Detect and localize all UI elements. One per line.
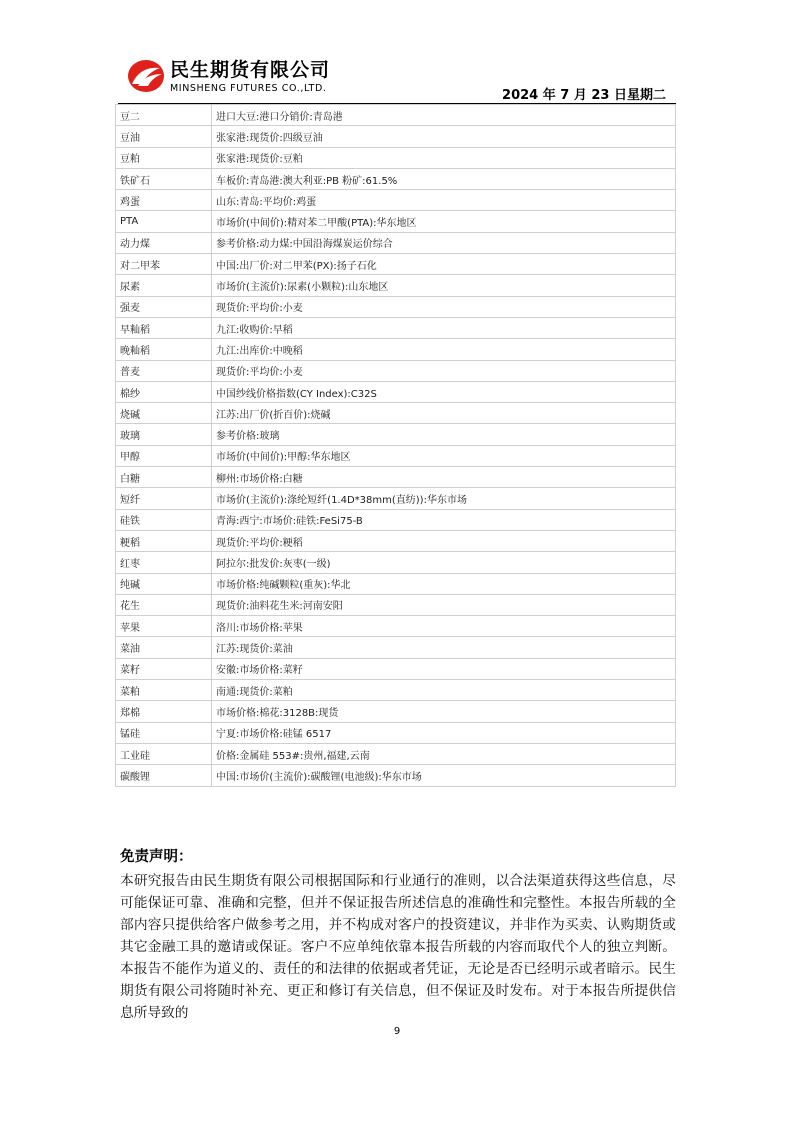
commodity-name-cell: 菜籽 xyxy=(116,658,212,679)
table-row xyxy=(116,488,676,509)
price-source-cell: 阿拉尔:批发价:灰枣(一级) xyxy=(212,552,676,573)
price-source-cell: 江苏:现货价:菜油 xyxy=(212,637,676,658)
table-row xyxy=(116,168,676,189)
commodity-name-cell: 纯碱 xyxy=(116,573,212,594)
report-date: 2024 年 7 月 23 日星期二 xyxy=(502,88,666,103)
commodity-name-cell: 豆粕 xyxy=(116,147,212,168)
commodity-name-cell: 白糖 xyxy=(116,467,212,488)
price-source-cell: 南通:现货价:菜粕 xyxy=(212,680,676,701)
price-source-cell: 现货价:平均价:小麦 xyxy=(212,360,676,381)
commodity-name-cell: 烧碱 xyxy=(116,403,212,424)
price-source-table xyxy=(115,104,676,787)
disclaimer-body: 本研究报告由民生期货有限公司根据国际和行业通行的准则，以合法渠道获得这些信息，尽可能保证可靠、准确和完整，但并不保证报告所述信息的准确性和完整性。本报告所载的全部内容只提供给客户做参考之用，并不构成对客户的投资建议，并非作为买卖、认购期货或其它金融工具的邀请或保证。客户不应单纯依靠本报告所载的内容而取代个人的独立判断。本报告不能作为道义的、责任的和法律的依据或者凭证，无论是否已经明示或者暗示。民生期货有限公司将随时补充、更正和修订有关信息，但不保证及时发布。对于本报告所提供信息所导致的 xyxy=(120,873,676,1021)
table-row xyxy=(116,722,676,743)
commodity-name-cell: PTA xyxy=(116,211,212,232)
table-row xyxy=(116,190,676,211)
price-source-cell: 进口大豆:港口分销价:青岛港 xyxy=(212,105,676,126)
commodity-name-cell: 粳稻 xyxy=(116,530,212,551)
table-row xyxy=(116,211,676,232)
price-source-cell: 市场价格:纯碱颗粒(重灰):华北 xyxy=(212,573,676,594)
table-row xyxy=(116,296,676,317)
price-source-cell: 市场价(主流价):尿素(小颗粒):山东地区 xyxy=(212,275,676,296)
commodity-name-cell: 早籼稻 xyxy=(116,317,212,338)
price-source-cell: 现货价:平均价:小麦 xyxy=(212,296,676,317)
commodity-name-cell: 鸡蛋 xyxy=(116,190,212,211)
commodity-name-cell: 红枣 xyxy=(116,552,212,573)
price-source-cell: 参考价格:动力煤:中国沿海煤炭运价综合 xyxy=(212,232,676,253)
price-source-cell: 柳州:市场价格:白糖 xyxy=(212,467,676,488)
table-row xyxy=(116,573,676,594)
price-source-cell: 市场价(中间价):精对苯二甲酸(PTA):华东地区 xyxy=(212,211,676,232)
price-source-cell: 市场价(主流价):涤纶短纤(1.4D*38mm(直纺)):华东市场 xyxy=(212,488,676,509)
price-source-cell: 市场价(中间价):甲醇:华东地区 xyxy=(212,445,676,466)
table-row xyxy=(116,424,676,445)
table-row xyxy=(116,509,676,530)
commodity-name-cell: 碳酸锂 xyxy=(116,765,212,786)
price-source-cell: 九江:收购价:早稻 xyxy=(212,317,676,338)
commodity-name-cell: 棉纱 xyxy=(116,381,212,402)
table-row xyxy=(116,467,676,488)
price-source-cell: 山东:青岛:平均价:鸡蛋 xyxy=(212,190,676,211)
commodity-name-cell: 豆油 xyxy=(116,126,212,147)
table-row xyxy=(116,403,676,424)
commodity-name-cell: 锰硅 xyxy=(116,722,212,743)
commodity-name-cell: 菜油 xyxy=(116,637,212,658)
table-row xyxy=(116,381,676,402)
commodity-name-cell: 对二甲苯 xyxy=(116,254,212,275)
commodity-name-cell: 豆二 xyxy=(116,105,212,126)
commodity-name-cell: 尿素 xyxy=(116,275,212,296)
table-row xyxy=(116,360,676,381)
commodity-name-cell: 苹果 xyxy=(116,616,212,637)
price-source-cell: 九江:出库价:中晚稻 xyxy=(212,339,676,360)
commodity-name-cell: 工业硅 xyxy=(116,743,212,764)
table-row xyxy=(116,616,676,637)
page-number: 9 xyxy=(393,1026,401,1037)
price-source-cell: 张家港:现货价:豆粕 xyxy=(212,147,676,168)
table-row xyxy=(116,339,676,360)
commodity-name-cell: 花生 xyxy=(116,594,212,615)
commodity-name-cell: 菜粕 xyxy=(116,680,212,701)
price-source-cell: 价格:金属硅 553#:贵州,福建,云南 xyxy=(212,743,676,764)
table-row xyxy=(116,445,676,466)
disclaimer-section xyxy=(120,845,676,1024)
price-source-cell: 现货价:油料花生米:河南安阳 xyxy=(212,594,676,615)
page-header xyxy=(118,52,676,104)
table-row xyxy=(116,232,676,253)
price-source-cell: 宁夏:市场价格:硅锰 6517 xyxy=(212,722,676,743)
table-row xyxy=(116,552,676,573)
table-row xyxy=(116,126,676,147)
commodity-name-cell: 强麦 xyxy=(116,296,212,317)
commodity-name-cell: 硅铁 xyxy=(116,509,212,530)
price-source-cell: 中国:市场价(主流价):碳酸锂(电池级):华东市场 xyxy=(212,765,676,786)
table-row xyxy=(116,743,676,764)
table-row xyxy=(116,658,676,679)
commodity-name-cell: 动力煤 xyxy=(116,232,212,253)
brand-name-en: MINSHENG FUTURES CO.,LTD. xyxy=(170,83,327,94)
table-row xyxy=(116,317,676,338)
commodity-name-cell: 郑棉 xyxy=(116,701,212,722)
minsheng-logo-icon xyxy=(126,58,166,94)
brand-name-cn: 民生期货有限公司 xyxy=(170,59,331,81)
price-source-cell: 安徽:市场价格:菜籽 xyxy=(212,658,676,679)
commodity-name-cell: 铁矿石 xyxy=(116,168,212,189)
price-source-cell: 中国:出厂价:对二甲苯(PX):扬子石化 xyxy=(212,254,676,275)
disclaimer-title: 免责声明： xyxy=(120,849,193,865)
table-row xyxy=(116,680,676,701)
price-source-cell: 现货价:平均价:粳稻 xyxy=(212,530,676,551)
commodity-name-cell: 短纤 xyxy=(116,488,212,509)
commodity-name-cell: 玻璃 xyxy=(116,424,212,445)
price-source-cell: 参考价格:玻璃 xyxy=(212,424,676,445)
price-source-cell: 青海:西宁:市场价:硅铁:FeSi75-B xyxy=(212,509,676,530)
table-row xyxy=(116,147,676,168)
price-source-cell: 张家港:现货价:四级豆油 xyxy=(212,126,676,147)
table-row xyxy=(116,275,676,296)
table-row xyxy=(116,530,676,551)
table-row xyxy=(116,105,676,126)
price-source-cell: 江苏:出厂价(折百价):烧碱 xyxy=(212,403,676,424)
table-row xyxy=(116,701,676,722)
price-source-cell: 中国纱线价格指数(CY Index):C32S xyxy=(212,381,676,402)
table-row xyxy=(116,637,676,658)
table-row xyxy=(116,254,676,275)
table-row xyxy=(116,765,676,786)
commodity-name-cell: 普麦 xyxy=(116,360,212,381)
price-source-cell: 车板价:青岛港:澳大利亚:PB 粉矿:61.5% xyxy=(212,168,676,189)
commodity-name-cell: 晚籼稻 xyxy=(116,339,212,360)
price-source-cell: 洛川:市场价格:苹果 xyxy=(212,616,676,637)
commodity-name-cell: 甲醇 xyxy=(116,445,212,466)
price-source-cell: 市场价格:棉花:3128B:现货 xyxy=(212,701,676,722)
table-row xyxy=(116,594,676,615)
